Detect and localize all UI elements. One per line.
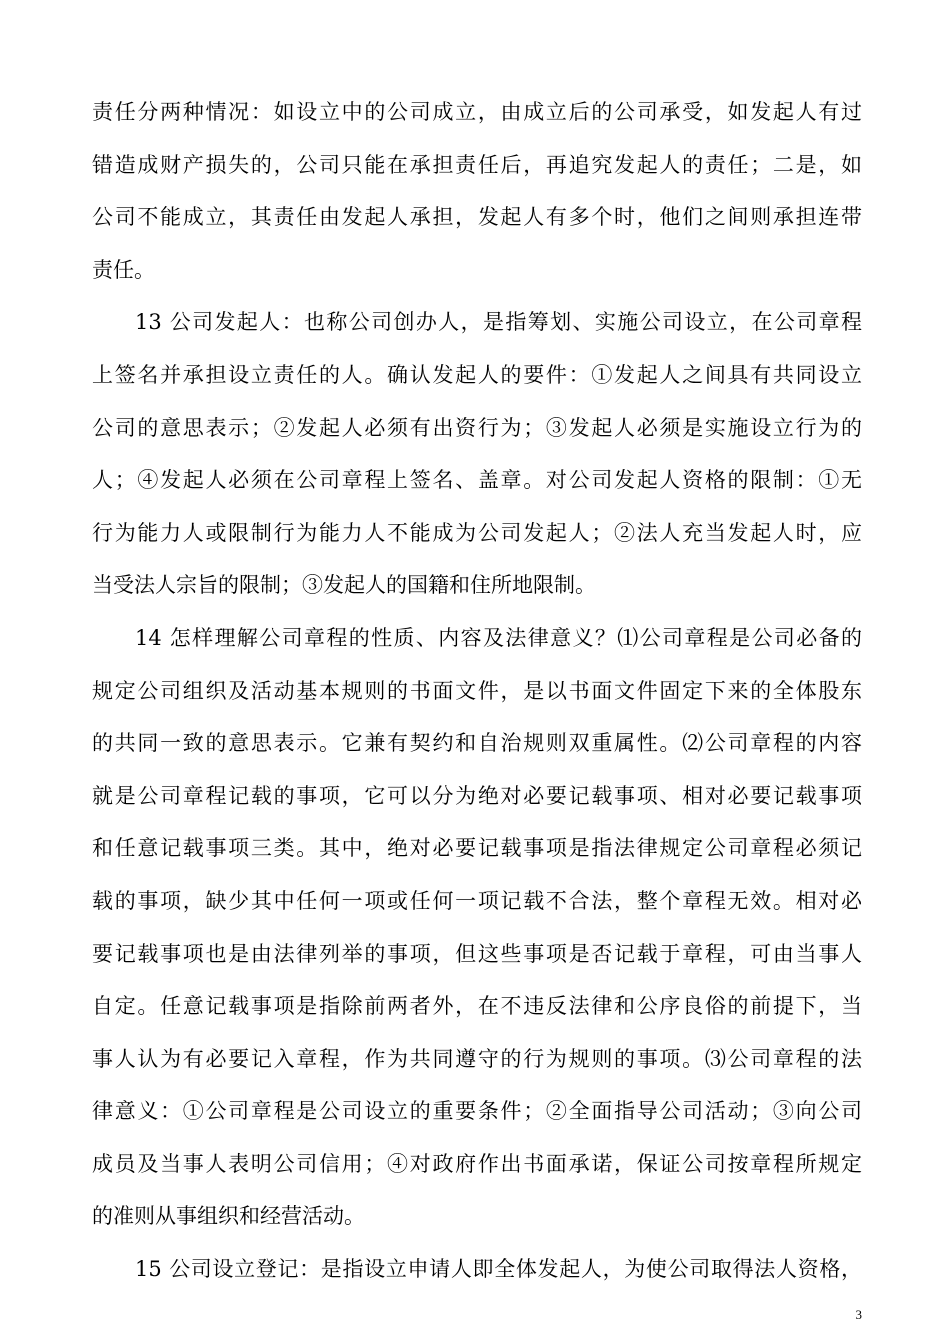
text-line: 错造成财产损失的，公司只能在承担责任后，再追究发起人的责任；二是，如	[92, 152, 862, 177]
text-line: 和任意记载事项三类。其中，绝对必要记载事项是指法律规定公司章程必须记	[92, 836, 862, 861]
text-line: 人；④发起人必须在公司章程上签名、盖章。对公司发起人资格的限制：①无	[92, 468, 862, 493]
text-line: 载的事项，缺少其中任何一项或任何一项记载不合法，整个章程无效。相对必	[92, 888, 862, 913]
text-line: 14 怎样理解公司章程的性质、内容及法律意义？⑴公司章程是公司必备的	[135, 625, 862, 650]
text-line: 规定公司组织及活动基本规则的书面文件，是以书面文件固定下来的全体股东	[92, 678, 862, 703]
paragraph-15-registration	[92, 1249, 862, 1302]
text-line: 的共同一致的意思表示。它兼有契约和自治规则双重属性。⑵公司章程的内容	[92, 731, 862, 756]
text-line: 公司的意思表示；②发起人必须有出资行为；③发起人必须是实施设立行为的	[92, 415, 862, 440]
text-line: 公司不能成立，其责任由发起人承担，发起人有多个时，他们之间则承担连带	[92, 205, 862, 230]
text-line: 责任。	[92, 257, 155, 282]
text-line: 上签名并承担设立责任的人。确认发起人的要件：①发起人之间具有共同设立	[92, 362, 862, 387]
text-line: 律意义：①公司章程是公司设立的重要条件；②全面指导公司活动；③向公司	[92, 1099, 862, 1124]
text-line: 成员及当事人表明公司信用；④对政府作出书面承诺，保证公司按章程所规定	[92, 1151, 862, 1176]
page-number: 3	[855, 1307, 862, 1322]
text-line: 13 公司发起人：也称公司创办人，是指筹划、实施公司设立，在公司章程	[135, 310, 862, 335]
text-line: 的准则从事组织和经营活动。	[92, 1204, 365, 1229]
text-line: 自定。任意记载事项是指除前两者外，在不违反法律和公序良俗的前提下，当	[92, 994, 862, 1019]
text-line: 要记载事项也是由法律列举的事项，但这些事项是否记载于章程，可由当事人	[92, 941, 862, 966]
paragraph-14-articles	[92, 618, 862, 1249]
text-line: 当受法人宗旨的限制；③发起人的国籍和住所地限制。	[92, 573, 596, 598]
paragraph-liability	[92, 92, 862, 302]
text-line: 行为能力人或限制行为能力人不能成为公司发起人；②法人充当发起人时，应	[92, 520, 862, 545]
text-line: 就是公司章程记载的事项，它可以分为绝对必要记载事项、相对必要记载事项	[92, 783, 862, 808]
text-line: 责任分两种情况：如设立中的公司成立，由成立后的公司承受，如发起人有过	[92, 100, 862, 124]
document-page	[92, 92, 862, 1302]
text-line: 事人认为有必要记入章程，作为共同遵守的行为规则的事项。⑶公司章程的法	[92, 1046, 862, 1071]
paragraph-13-promoter	[92, 302, 862, 618]
text-line: 15 公司设立登记：是指设立申请人即全体发起人，为使公司取得法人资格，	[135, 1257, 862, 1282]
